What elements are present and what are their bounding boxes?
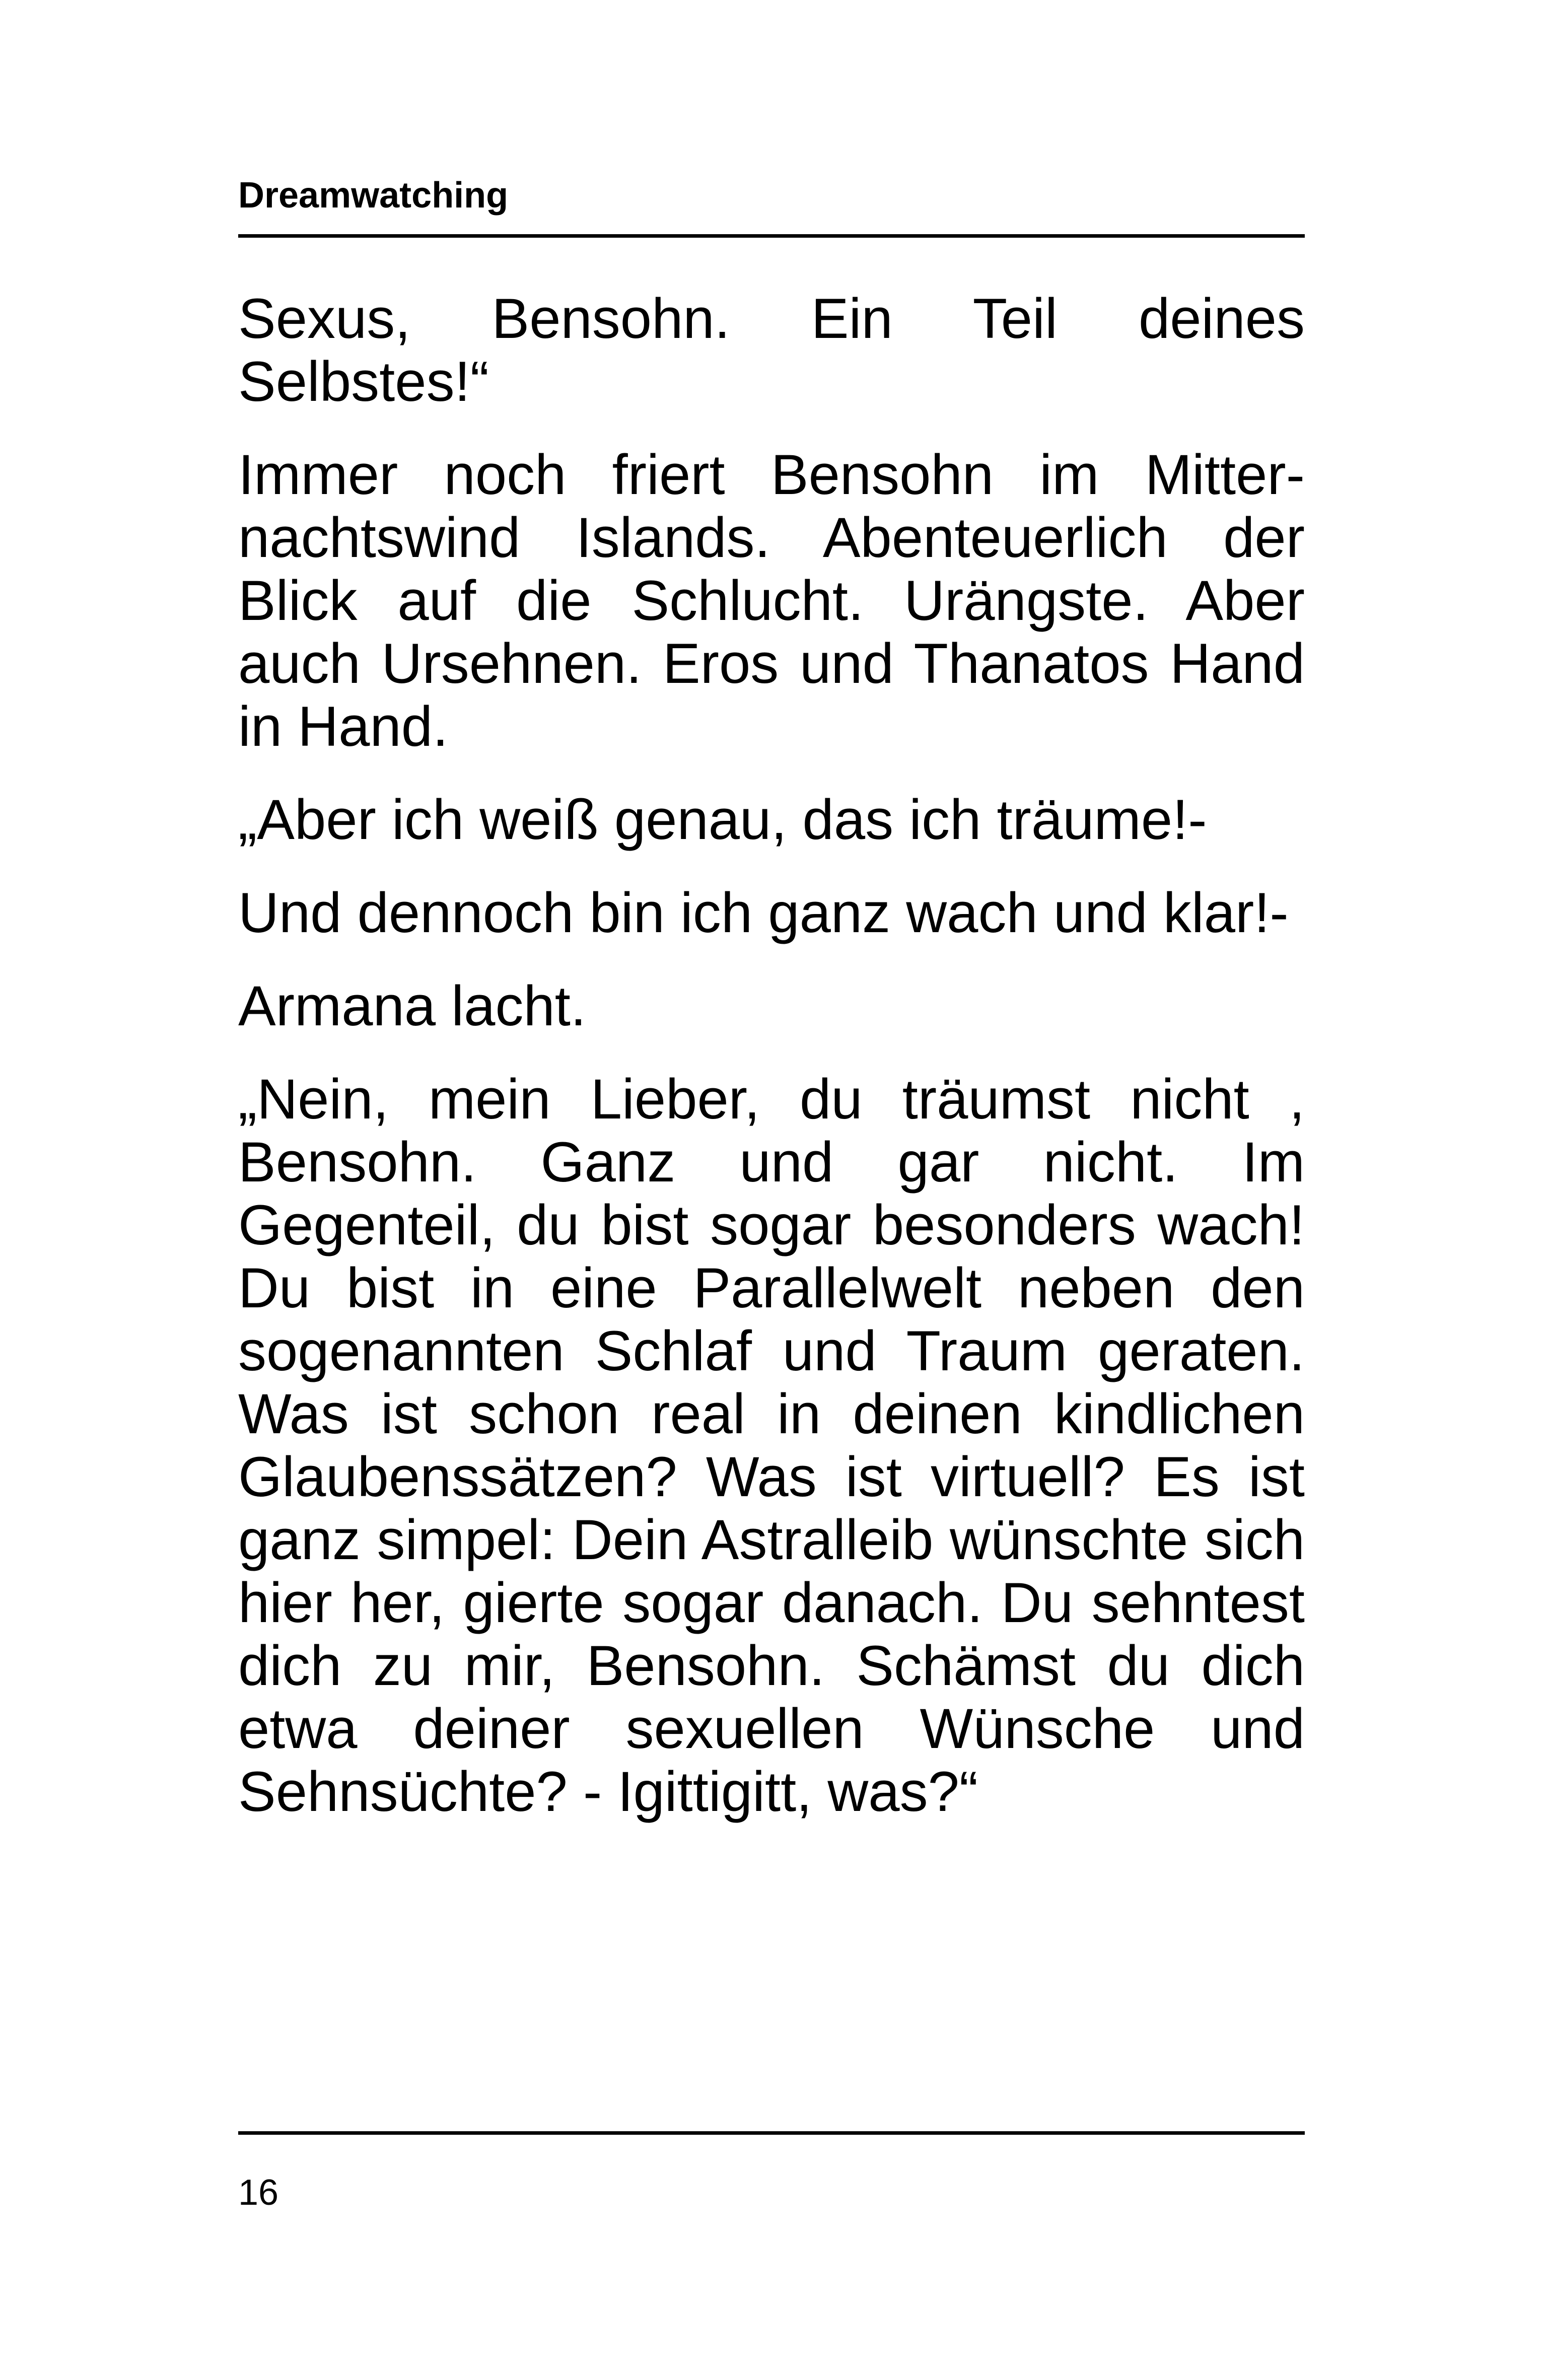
page-number: 16 <box>238 2173 279 2213</box>
header-divider <box>238 234 1305 238</box>
paragraph: „Nein, mein Lieber, du träumst nicht , Bensohn. Ganz und gar nicht. Im Gegenteil, du bist sogar besonders wach! Du bist in eine Parallelwelt neben den sogenannten Schlaf und Traum geraten. Was ist schon real in deinen kindlichen Glaubenssätzen? Was ist virtuell? Es ist ganz simpel: Dein Astralleib wünschte sich hier her, gierte sogar danach. Du sehntest dich zu mir, Bensohn. Schämst du dich etwa deiner sexuellen Wünsche und Sehnsüchte? - Igittigitt, was?“ <box>238 1068 1305 1823</box>
paragraph: Und dennoch bin ich ganz wach und klar!- <box>238 881 1289 944</box>
footer-divider <box>238 2131 1305 2135</box>
paragraph: Sexus, Bensohn. Ein Teil deines Selbstes!“ <box>238 287 1305 413</box>
running-header-title: Dreamwatching <box>238 175 509 216</box>
paragraph: Immer noch friert Bensohn im Mitternachtswind Islands. Abenteuerlich der Blick auf die Schlucht. Urängste. Aber auch Ursehnen. Eros und Thanatos Hand in Hand. <box>238 443 1305 758</box>
paragraph: Armana lacht. <box>238 974 586 1037</box>
paragraph: „Aber ich weiß genau, das ich träume!- <box>238 788 1207 851</box>
page-body <box>238 287 1305 1853</box>
